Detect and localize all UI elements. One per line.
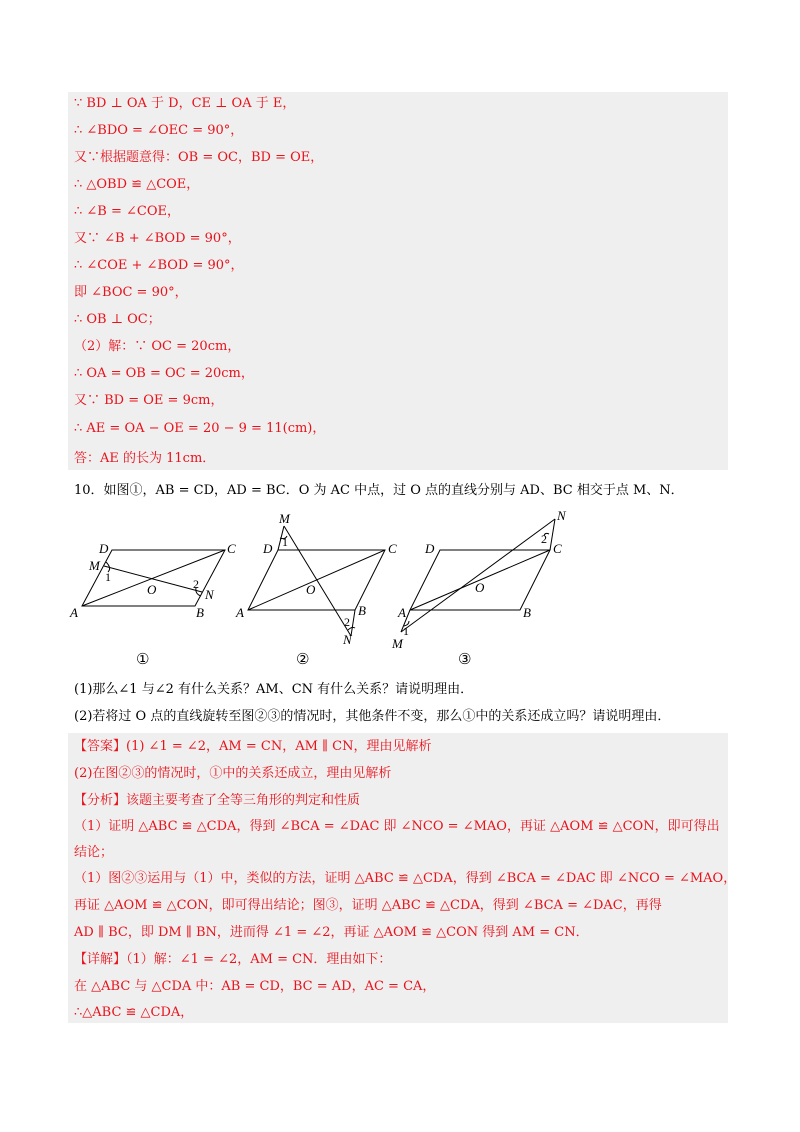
- label-c: C: [388, 541, 397, 556]
- solution-line: ∴ ∠BDO = ∠OEC = 90°，: [74, 123, 244, 138]
- label-b: B: [523, 605, 531, 620]
- figure-3: [391, 508, 567, 648]
- figure-1: [69, 541, 236, 620]
- answer-line: （1）图②③运用与（1）中，类似的方法，证明 △ABC ≌ △CDA，得到 ∠BCA = ∠DAC 即 ∠NCO = ∠MAO，: [74, 871, 737, 886]
- figure-2: [235, 511, 397, 647]
- label-a: A: [398, 605, 406, 620]
- label-o: O: [147, 582, 157, 597]
- angle-1-label: 1: [403, 624, 409, 638]
- solution-line: ∴ △OBD ≌ △COE，: [74, 177, 200, 192]
- solution-line: ∴ ∠COE + ∠BOD = 90°，: [74, 258, 244, 273]
- label-o: O: [306, 582, 316, 597]
- label-d: D: [263, 541, 273, 556]
- angle-2-label: 2: [193, 577, 199, 591]
- line-mn: [284, 526, 351, 636]
- solution-line: ∴ OB ⊥ OC；: [74, 312, 161, 327]
- angle-2-label: 2: [541, 532, 547, 546]
- label-d: D: [99, 541, 109, 556]
- answer-line: （1）证明 △ABC ≌ △CDA，得到 ∠BCA = ∠DAC 即 ∠NCO = ∠MAO，再证 △AOM ≌ △CON，即可得出: [74, 819, 720, 834]
- label-o: O: [475, 580, 485, 595]
- label-d: D: [425, 541, 435, 556]
- answer-line: (2)在图②③的情况时，①中的关系还成立，理由见解析: [74, 766, 392, 781]
- answer-line: 结论；: [74, 845, 114, 860]
- label-m: M: [279, 511, 290, 526]
- question-part-2: (2)若将过 O 点的直线旋转至图②③的情况时，其他条件不变，那么①中的关系还成立吗？请说明理由．: [74, 709, 671, 724]
- solution-line: 又∵ ∠B + ∠BOD = 90°，: [74, 231, 241, 246]
- figure-3-caption: ③: [458, 650, 472, 668]
- answer-line: 【分析】该题主要考查了全等三角形的判定和性质: [74, 793, 361, 808]
- angle-2-label: 2: [344, 615, 350, 629]
- diagonal-ac: [82, 550, 225, 606]
- question-part-1: (1)那么∠1 与∠2 有什么关系？AM、CN 有什么关系？请说明理由．: [74, 682, 474, 697]
- solution-line: ∵ BD ⊥ OA 于 D，CE ⊥ OA 于 E，: [74, 96, 296, 111]
- figure-2-caption: ②: [296, 650, 310, 668]
- solution-line: 又∵根据题意得：OB = OC，BD = OE，: [74, 150, 324, 165]
- label-c: C: [553, 541, 562, 556]
- solution-line: 即 ∠BOC = 90°，: [74, 285, 188, 300]
- label-n: N: [343, 632, 352, 647]
- label-n: N: [557, 508, 566, 523]
- label-n: N: [205, 587, 214, 602]
- angle-1-label: 1: [105, 570, 111, 584]
- answer-line: ∴△ABC ≌ △CDA，: [74, 1005, 194, 1020]
- angle-1-label: 1: [282, 535, 288, 549]
- answer-line: 【详解】（1）解：∠1 = ∠2，AM = CN．理由如下：: [74, 952, 392, 967]
- answer-line: 再证 △AOM ≌ △CON，即可得出结论；图③，证明 △ABC ≌ △CDA，得到 ∠BCA = ∠DAC，再得: [74, 898, 662, 913]
- label-c: C: [227, 541, 236, 556]
- solution-line: ∴ OA = OB = OC = 20cm，: [74, 366, 254, 381]
- solution-line: （2）解：∵ OC = 20cm，: [74, 339, 241, 354]
- label-a: A: [236, 605, 244, 620]
- label-b: B: [358, 603, 366, 618]
- label-a: A: [70, 605, 78, 620]
- label-b: B: [196, 605, 204, 620]
- question-stem: 10．如图①，AB = CD，AD = BC．O 为 AC 中点，过 O 点的直线分别与 AD、BC 相交于点 M、N．: [74, 483, 684, 498]
- solution-line: 又∵ BD = OE = 9cm，: [74, 393, 224, 408]
- label-m: M: [89, 558, 100, 573]
- answer-line: 在 △ABC 与 △CDA 中：AB = CD，BC = AD，AC = CA，: [74, 979, 436, 994]
- solution-line: 答：AE 的长为 11cm．: [74, 451, 216, 466]
- label-m: M: [392, 636, 403, 648]
- geometry-figures: [0, 508, 800, 648]
- answer-line: 【答案】(1) ∠1 = ∠2，AM = CN，AM ∥ CN，理由见解析: [74, 739, 432, 754]
- solution-line: ∴ ∠B = ∠COE，: [74, 204, 180, 219]
- solution-line: ∴ AE = OA − OE = 20 − 9 = 11(cm)，: [74, 421, 326, 436]
- figure-1-caption: ①: [136, 650, 150, 668]
- answer-line: AD ∥ BC，即 DM ∥ BN，进而得 ∠1 = ∠2，再证 △AOM ≌ △CON 得到 AM = CN．: [74, 925, 589, 940]
- line-mn: [401, 519, 555, 632]
